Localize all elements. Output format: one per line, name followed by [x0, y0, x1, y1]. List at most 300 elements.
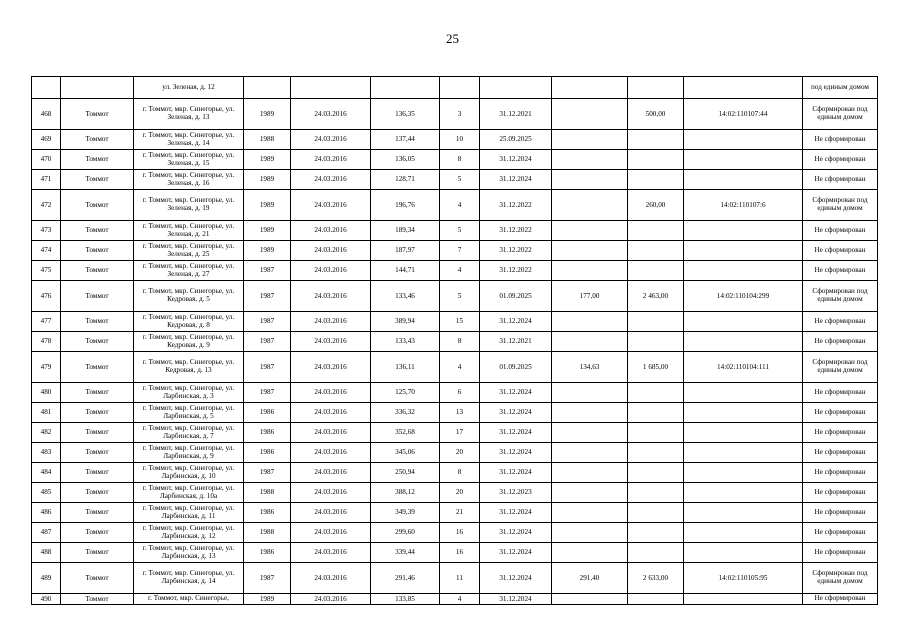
row-number-cell: 480	[32, 383, 61, 403]
table-row	[32, 281, 878, 312]
sum1-cell	[552, 423, 628, 443]
sum1-cell: 177,00	[552, 281, 628, 312]
table-row	[32, 543, 878, 563]
settlement-cell: Томмот	[61, 150, 134, 170]
deadline-cell: 31.12.2021	[480, 99, 552, 130]
cadastral-number-cell	[684, 150, 803, 170]
table-row	[32, 332, 878, 352]
cadastral-number-cell: 14:02:110107:6	[684, 190, 803, 221]
table-row	[32, 483, 878, 503]
page-number: 25	[446, 31, 459, 46]
table-row	[32, 241, 878, 261]
status-cell: Не сформирован	[803, 312, 878, 332]
row-number-cell: 474	[32, 241, 61, 261]
settlement-cell: Томмот	[61, 503, 134, 523]
sum2-cell	[628, 463, 684, 483]
year-cell: 1987	[244, 332, 291, 352]
year-cell: 1989	[244, 190, 291, 221]
sum2-cell	[628, 543, 684, 563]
table-row	[32, 503, 878, 523]
address-cell: г. Томмот, мкр. Синегорье, ул. Кедровая, д. 8	[134, 312, 244, 332]
date-cell: 24.03.2016	[291, 523, 371, 543]
row-number-cell: 470	[32, 150, 61, 170]
settlement-cell: Томмот	[61, 543, 134, 563]
status-cell: Не сформирован	[803, 130, 878, 150]
residents-cell: 10	[440, 130, 480, 150]
status-cell: Не сформирован	[803, 523, 878, 543]
row-number-cell: 487	[32, 523, 61, 543]
address-cell: г. Томмот, мкр. Синегорье, ул. Зеленая, д. 16	[134, 170, 244, 190]
status-cell: Не сформирован	[803, 403, 878, 423]
settlement-cell: Томмот	[61, 281, 134, 312]
date-cell: 24.03.2016	[291, 423, 371, 443]
table-row	[32, 563, 878, 594]
sum2-cell	[628, 150, 684, 170]
residents-cell: 8	[440, 332, 480, 352]
area-cell: 196,76	[371, 190, 440, 221]
deadline-cell: 31.12.2024	[480, 523, 552, 543]
cadastral-number-cell	[684, 241, 803, 261]
cadastral-number-cell	[684, 443, 803, 463]
settlement-cell: Томмот	[61, 463, 134, 483]
settlement-cell: Томмот	[61, 352, 134, 383]
area-cell: 133,43	[371, 332, 440, 352]
date-cell: 24.03.2016	[291, 352, 371, 383]
date-cell: 24.03.2016	[291, 463, 371, 483]
sum1-cell	[552, 543, 628, 563]
area-cell: 291,46	[371, 563, 440, 594]
date-cell: 24.03.2016	[291, 443, 371, 463]
residents-cell: 20	[440, 483, 480, 503]
row-number-cell: 478	[32, 332, 61, 352]
address-cell: г. Томмот, мкр. Синегорье, ул. Зеленая, д. 15	[134, 150, 244, 170]
address-cell: г. Томмот, мкр. Синегорье, ул. Ларбинская, д. 14	[134, 563, 244, 594]
sum2-cell	[628, 423, 684, 443]
residents-cell: 4	[440, 352, 480, 383]
settlement-cell: Томмот	[61, 563, 134, 594]
date-cell: 24.03.2016	[291, 332, 371, 352]
area-cell: 250,94	[371, 463, 440, 483]
address-cell: г. Томмот, мкр. Синегорье, ул. Ларбинская, д. 11	[134, 503, 244, 523]
settlement-cell: Томмот	[61, 261, 134, 281]
status-cell: Не сформирован	[803, 170, 878, 190]
sum2-cell	[628, 503, 684, 523]
area-cell: 299,60	[371, 523, 440, 543]
cadastral-number-cell: 14:02:110107:44	[684, 99, 803, 130]
year-cell: 1986	[244, 403, 291, 423]
sum2-cell: 2 463,00	[628, 281, 684, 312]
date-cell: 24.03.2016	[291, 99, 371, 130]
year-cell: 1989	[244, 170, 291, 190]
table-row	[32, 190, 878, 221]
sum1-cell: 291,40	[552, 563, 628, 594]
table-row	[32, 403, 878, 423]
area-cell: 352,68	[371, 423, 440, 443]
deadline-cell: 31.12.2024	[480, 443, 552, 463]
deadline-cell: 31.12.2024	[480, 383, 552, 403]
cadastral-number-cell	[684, 463, 803, 483]
status-cell: Не сформирован	[803, 221, 878, 241]
residents-cell: 8	[440, 150, 480, 170]
area-cell: 144,71	[371, 261, 440, 281]
row-number-cell: 477	[32, 312, 61, 332]
status-cell: Не сформирован	[803, 463, 878, 483]
status-cell: Сформирован под единым домом	[803, 563, 878, 594]
cadastral-number-cell: 14:02:110104:111	[684, 352, 803, 383]
sum1-cell	[552, 332, 628, 352]
cadastral-number-cell	[684, 332, 803, 352]
deadline-cell: 31.12.2024	[480, 503, 552, 523]
deadline-cell: 31.12.2021	[480, 332, 552, 352]
settlement-cell: Томмот	[61, 332, 134, 352]
residents-cell: 7	[440, 241, 480, 261]
address-cell: г. Томмот, мкр. Синегорье, ул. Зеленая, д. 19	[134, 190, 244, 221]
year-cell: 1987	[244, 383, 291, 403]
residents-cell: 3	[440, 99, 480, 130]
residents-cell: 21	[440, 503, 480, 523]
address-cell: г. Томмот, мкр. Синегорье, ул. Ларбинская, д. 7	[134, 423, 244, 443]
status-cell: Сформирован под единым домом	[803, 281, 878, 312]
status-cell: Не сформирован	[803, 423, 878, 443]
year-cell: 1987	[244, 352, 291, 383]
deadline-cell: 31.12.2024	[480, 594, 552, 605]
address-cell: г. Томмот, мкр. Синегорье, ул. Зеленая, д. 21	[134, 221, 244, 241]
cadastral-number-cell	[684, 170, 803, 190]
date-cell: 24.03.2016	[291, 403, 371, 423]
table-row-partial-top	[32, 77, 878, 99]
sum2-cell	[628, 261, 684, 281]
date-cell: 24.03.2016	[291, 483, 371, 503]
table-row	[32, 443, 878, 463]
sum2-cell	[628, 170, 684, 190]
table-row	[32, 423, 878, 443]
year-cell: 1987	[244, 281, 291, 312]
date-cell: 24.03.2016	[291, 190, 371, 221]
sum1-cell	[552, 221, 628, 241]
year-cell: 1986	[244, 543, 291, 563]
area-cell: 128,71	[371, 170, 440, 190]
year-cell: 1988	[244, 523, 291, 543]
date-cell: 24.03.2016	[291, 170, 371, 190]
residents-cell: 4	[440, 261, 480, 281]
sum1-cell	[552, 99, 628, 130]
cadastral-number-cell	[684, 503, 803, 523]
year-cell: 1988	[244, 130, 291, 150]
cadastral-number-cell	[684, 403, 803, 423]
status-cell: под единым домом	[803, 77, 878, 99]
row-number-cell: 475	[32, 261, 61, 281]
residents-cell: 5	[440, 170, 480, 190]
area-cell: 339,44	[371, 543, 440, 563]
deadline-cell: 31.12.2022	[480, 261, 552, 281]
date-cell: 24.03.2016	[291, 312, 371, 332]
sum1-cell	[552, 463, 628, 483]
status-cell: Не сформирован	[803, 483, 878, 503]
residents-cell: 16	[440, 523, 480, 543]
sum1-cell	[552, 312, 628, 332]
sum1-cell: 134,63	[552, 352, 628, 383]
address-cell: г. Томмот, мкр. Синегорье, ул. Зеленая, д. 27	[134, 261, 244, 281]
settlement-cell: Томмот	[61, 403, 134, 423]
deadline-cell: 31.12.2024	[480, 423, 552, 443]
sum2-cell: 1 685,00	[628, 352, 684, 383]
status-cell: Не сформирован	[803, 332, 878, 352]
deadline-cell: 31.12.2024	[480, 563, 552, 594]
settlement-cell: Томмот	[61, 99, 134, 130]
table-row	[32, 383, 878, 403]
address-cell: ул. Зеленая, д. 12	[134, 77, 244, 99]
row-number-cell: 489	[32, 563, 61, 594]
sum1-cell	[552, 190, 628, 221]
area-cell: 189,34	[371, 221, 440, 241]
deadline-cell: 25.09.2025	[480, 130, 552, 150]
deadline-cell: 31.12.2024	[480, 543, 552, 563]
cadastral-number-cell: 14:02:110104:299	[684, 281, 803, 312]
cadastral-number-cell	[684, 261, 803, 281]
address-cell: г. Томмот, мкр. Синегорье, ул. Зеленая, д. 13	[134, 99, 244, 130]
settlement-cell: Томмот	[61, 312, 134, 332]
settlement-cell: Томмот	[61, 241, 134, 261]
settlement-cell: Томмот	[61, 170, 134, 190]
date-cell: 24.03.2016	[291, 543, 371, 563]
sum2-cell	[628, 403, 684, 423]
address-cell: г. Томмот, мкр. Синегорье,	[134, 594, 244, 605]
table-row-partial-bottom	[32, 594, 878, 605]
residents-cell: 17	[440, 423, 480, 443]
status-cell: Не сформирован	[803, 383, 878, 403]
area-cell: 136,35	[371, 99, 440, 130]
settlement-cell: Томмот	[61, 594, 134, 605]
table-row	[32, 150, 878, 170]
cadastral-number-cell	[684, 221, 803, 241]
status-cell: Сформирован под единым домом	[803, 190, 878, 221]
row-number-cell: 469	[32, 130, 61, 150]
sum1-cell	[552, 170, 628, 190]
table-row	[32, 352, 878, 383]
settlement-cell: Томмот	[61, 383, 134, 403]
status-cell: Сформирован под единым домом	[803, 352, 878, 383]
area-cell: 136,05	[371, 150, 440, 170]
settlement-cell: Томмот	[61, 523, 134, 543]
residents-cell: 11	[440, 563, 480, 594]
residents-cell: 4	[440, 594, 480, 605]
table-row	[32, 170, 878, 190]
date-cell: 24.03.2016	[291, 221, 371, 241]
sum1-cell	[552, 594, 628, 605]
sum1-cell	[552, 483, 628, 503]
row-number-cell: 468	[32, 99, 61, 130]
year-cell: 1987	[244, 261, 291, 281]
date-cell: 24.03.2016	[291, 130, 371, 150]
residents-cell: 5	[440, 221, 480, 241]
area-cell: 133,85	[371, 594, 440, 605]
year-cell: 1989	[244, 221, 291, 241]
area-cell: 345,06	[371, 443, 440, 463]
settlement-cell: Томмот	[61, 130, 134, 150]
sum2-cell: 260,00	[628, 190, 684, 221]
sum2-cell	[628, 383, 684, 403]
status-cell: Не сформирован	[803, 261, 878, 281]
settlement-cell: Томмот	[61, 423, 134, 443]
sum1-cell	[552, 130, 628, 150]
sum2-cell	[628, 594, 684, 605]
row-number-cell: 481	[32, 403, 61, 423]
date-cell: 24.03.2016	[291, 241, 371, 261]
sum2-cell	[628, 130, 684, 150]
sum2-cell	[628, 241, 684, 261]
settlement-cell: Томмот	[61, 483, 134, 503]
year-cell: 1989	[244, 594, 291, 605]
cadastral-number-cell	[684, 423, 803, 443]
sum2-cell	[628, 312, 684, 332]
table-row	[32, 463, 878, 483]
deadline-cell: 31.12.2024	[480, 312, 552, 332]
address-cell: г. Томмот, мкр. Синегорье, ул. Кедровая, д. 13	[134, 352, 244, 383]
row-number-cell: 483	[32, 443, 61, 463]
row-number-cell: 471	[32, 170, 61, 190]
year-cell: 1989	[244, 99, 291, 130]
status-cell: Не сформирован	[803, 443, 878, 463]
date-cell: 24.03.2016	[291, 563, 371, 594]
address-cell: г. Томмот, мкр. Синегорье, ул. Кедровая, д. 9	[134, 332, 244, 352]
year-cell: 1986	[244, 443, 291, 463]
deadline-cell: 31.12.2023	[480, 483, 552, 503]
year-cell: 1987	[244, 312, 291, 332]
residents-cell: 13	[440, 403, 480, 423]
address-cell: г. Томмот, мкр. Синегорье, ул. Ларбинская, д. 3	[134, 383, 244, 403]
table-row	[32, 130, 878, 150]
sum1-cell	[552, 503, 628, 523]
sum1-cell	[552, 241, 628, 261]
deadline-cell: 01.09.2025	[480, 281, 552, 312]
sum2-cell	[628, 483, 684, 503]
address-cell: г. Томмот, мкр. Синегорье, ул. Ларбинская, д. 10	[134, 463, 244, 483]
sum1-cell	[552, 403, 628, 423]
status-cell: Не сформирован	[803, 594, 878, 605]
address-cell: г. Томмот, мкр. Синегорье, ул. Кедровая, д. 5	[134, 281, 244, 312]
cadastral-number-cell	[684, 383, 803, 403]
sum1-cell	[552, 383, 628, 403]
area-cell: 136,11	[371, 352, 440, 383]
year-cell: 1987	[244, 463, 291, 483]
sum1-cell	[552, 523, 628, 543]
deadline-cell: 31.12.2022	[480, 190, 552, 221]
residents-cell: 15	[440, 312, 480, 332]
residents-cell: 20	[440, 443, 480, 463]
residents-cell: 4	[440, 190, 480, 221]
settlement-cell: Томмот	[61, 221, 134, 241]
row-number-cell: 488	[32, 543, 61, 563]
deadline-cell: 31.12.2024	[480, 403, 552, 423]
year-cell: 1988	[244, 483, 291, 503]
sum2-cell: 2 633,00	[628, 563, 684, 594]
sum1-cell	[552, 261, 628, 281]
cadastral-number-cell	[684, 543, 803, 563]
address-cell: г. Томмот, мкр. Синегорье, ул. Зеленая, д. 25	[134, 241, 244, 261]
status-cell: Не сформирован	[803, 150, 878, 170]
deadline-cell: 31.12.2022	[480, 221, 552, 241]
cadastral-number-cell: 14:02:110105:95	[684, 563, 803, 594]
row-number-cell: 476	[32, 281, 61, 312]
year-cell: 1989	[244, 241, 291, 261]
area-cell: 336,32	[371, 403, 440, 423]
sum1-cell	[552, 443, 628, 463]
row-number-cell: 472	[32, 190, 61, 221]
residents-cell: 16	[440, 543, 480, 563]
address-cell: г. Томмот, мкр. Синегорье, ул. Ларбинская, д. 10а	[134, 483, 244, 503]
date-cell: 24.03.2016	[291, 503, 371, 523]
date-cell: 24.03.2016	[291, 281, 371, 312]
cadastral-number-cell	[684, 594, 803, 605]
date-cell: 24.03.2016	[291, 261, 371, 281]
address-cell: г. Томмот, мкр. Синегорье, ул. Зеленая, д. 14	[134, 130, 244, 150]
address-cell: г. Томмот, мкр. Синегорье, ул. Ларбинская, д. 12	[134, 523, 244, 543]
address-cell: г. Томмот, мкр. Синегорье, ул. Ларбинская, д. 13	[134, 543, 244, 563]
table-row	[32, 523, 878, 543]
sum2-cell: 500,00	[628, 99, 684, 130]
settlement-cell: Томмот	[61, 190, 134, 221]
table-row	[32, 99, 878, 130]
row-number-cell: 479	[32, 352, 61, 383]
area-cell: 349,39	[371, 503, 440, 523]
sum2-cell	[628, 332, 684, 352]
status-cell: Не сформирован	[803, 241, 878, 261]
table-row	[32, 221, 878, 241]
sum2-cell	[628, 523, 684, 543]
area-cell: 137,44	[371, 130, 440, 150]
cadastral-number-cell	[684, 312, 803, 332]
area-cell: 187,97	[371, 241, 440, 261]
residents-cell: 6	[440, 383, 480, 403]
row-number-cell: 490	[32, 594, 61, 605]
row-number-cell: 485	[32, 483, 61, 503]
area-cell: 388,12	[371, 483, 440, 503]
cadastral-number-cell	[684, 483, 803, 503]
housing-registry-table	[31, 76, 878, 605]
year-cell: 1987	[244, 563, 291, 594]
date-cell: 24.03.2016	[291, 594, 371, 605]
settlement-cell: Томмот	[61, 443, 134, 463]
row-number-cell: 473	[32, 221, 61, 241]
year-cell: 1989	[244, 150, 291, 170]
status-cell: Не сформирован	[803, 503, 878, 523]
deadline-cell: 01.09.2025	[480, 352, 552, 383]
table-row	[32, 312, 878, 332]
residents-cell: 8	[440, 463, 480, 483]
cadastral-number-cell	[684, 130, 803, 150]
address-cell: г. Томмот, мкр. Синегорье, ул. Ларбинская, д. 5	[134, 403, 244, 423]
row-number-cell: 484	[32, 463, 61, 483]
table-row	[32, 261, 878, 281]
date-cell: 24.03.2016	[291, 150, 371, 170]
area-cell: 125,70	[371, 383, 440, 403]
sum1-cell	[552, 150, 628, 170]
status-cell: Сформирован под единым домом	[803, 99, 878, 130]
residents-cell: 5	[440, 281, 480, 312]
sum2-cell	[628, 221, 684, 241]
cadastral-number-cell	[684, 523, 803, 543]
deadline-cell: 31.12.2024	[480, 463, 552, 483]
date-cell: 24.03.2016	[291, 383, 371, 403]
year-cell: 1986	[244, 423, 291, 443]
sum2-cell	[628, 443, 684, 463]
address-cell: г. Томмот, мкр. Синегорье, ул. Ларбинская, д. 9	[134, 443, 244, 463]
row-number-cell: 486	[32, 503, 61, 523]
deadline-cell: 31.12.2024	[480, 150, 552, 170]
deadline-cell: 31.12.2022	[480, 241, 552, 261]
area-cell: 389,94	[371, 312, 440, 332]
row-number-cell: 482	[32, 423, 61, 443]
